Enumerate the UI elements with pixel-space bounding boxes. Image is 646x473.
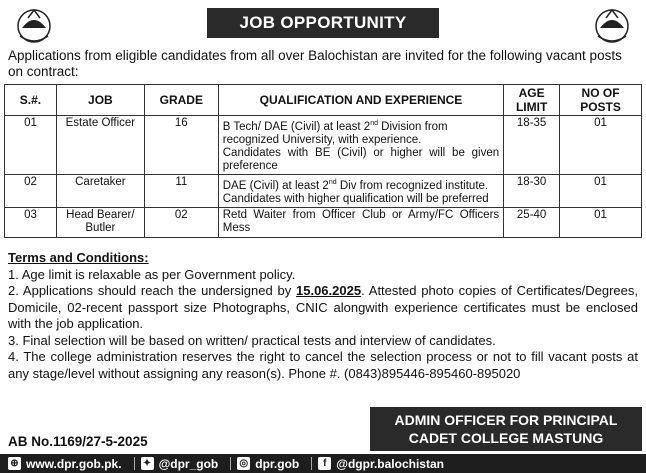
col-header-no-of-posts: NO OF POSTS <box>560 85 642 116</box>
table-row <box>5 174 642 207</box>
cell-age: 18-35 <box>504 116 560 175</box>
footer-facebook[interactable]: f @dgpr.balochistan <box>318 457 444 471</box>
balochistan-emblem-left <box>10 6 58 44</box>
cell-age: 18-30 <box>504 174 560 207</box>
signature-line-1: ADMIN OFFICER FOR PRINCIPAL <box>394 412 618 428</box>
job-opportunity-title: JOB OPPORTUNITY <box>207 8 439 38</box>
intro-text: Applications from eligible candidates from all over Balochistan are invited for the following vacant posts on contract: <box>8 48 622 79</box>
terms-section <box>8 250 638 382</box>
signature-line-2: CADET COLLEGE MASTUNG <box>408 430 604 446</box>
cell-grade: 16 <box>144 116 218 175</box>
table-row <box>5 116 642 175</box>
balochistan-emblem-right <box>588 6 636 44</box>
cell-qualification: DAE (Civil) at least 2nd Div from recognized institute. Candidates with higher qualification will be preferred <box>218 174 503 207</box>
globe-icon: ⊕ <box>8 457 21 470</box>
footer-instagram[interactable]: ◎ dpr.gob <box>237 457 299 471</box>
cell-sno: 01 <box>5 116 57 175</box>
cell-job: Head Bearer/ Butler <box>56 207 144 237</box>
term-2: 2. Applications should reach the undersigned by 15.06.2025. Attested photo copies of Certificates/Degrees, Domicile, 02-recent passport size Photographs, CNIC alongwith experience certificates must be enclosed with the job application. <box>8 283 638 331</box>
terms-heading: Terms and Conditions: <box>8 250 149 265</box>
col-header-grade: GRADE <box>144 85 218 116</box>
deadline-date: 15.06.2025 <box>296 283 362 298</box>
facebook-icon: f <box>318 457 331 470</box>
table-header-row <box>5 85 642 116</box>
cell-qualification: Retd Waiter from Officer Club or Army/FC Officers Mess <box>218 207 503 237</box>
cell-qualification: B Tech/ DAE (Civil) at least 2nd Division from recognized University, with experience. Candidates with BE (Civil) or higher will be given preference <box>218 116 503 175</box>
ab-number: AB No.1169/27-5-2025 <box>8 434 148 449</box>
col-header-age-limit: AGE LIMIT <box>504 85 560 116</box>
cell-posts: 01 <box>560 207 642 237</box>
twitter-icon: ✦ <box>141 457 154 470</box>
col-header-sno: S.#. <box>5 85 57 116</box>
cell-age: 25-40 <box>504 207 560 237</box>
vacancy-table <box>4 84 642 238</box>
footer-website[interactable]: ⊕ www.dpr.gob.pk. <box>8 457 122 471</box>
cell-job: Caretaker <box>56 174 144 207</box>
cell-grade: 11 <box>144 174 218 207</box>
term-4: 4. The college administration reserves the right to cancel the selection process or not to fill vacant posts at any stage/level without assigning any reason(s). Phone #. (0843)895446-895460-895020 <box>8 349 638 381</box>
instagram-icon: ◎ <box>237 457 250 470</box>
cell-posts: 01 <box>560 174 642 207</box>
cell-posts: 01 <box>560 116 642 175</box>
col-header-job: JOB <box>56 85 144 116</box>
footer-twitter[interactable]: ✦ @dpr_gob <box>141 457 219 471</box>
term-3: 3. Final selection will be based on written/ practical tests and interview of candidates. <box>8 332 496 348</box>
signature-block <box>370 407 642 451</box>
table-row <box>5 207 642 237</box>
cell-job: Estate Officer <box>56 116 144 175</box>
cell-grade: 02 <box>144 207 218 237</box>
col-header-qualification: QUALIFICATION AND EXPERIENCE <box>218 85 503 116</box>
cell-sno: 03 <box>5 207 57 237</box>
term-1: 1. Age limit is relaxable as per Government policy. <box>8 266 296 282</box>
cell-sno: 02 <box>5 174 57 207</box>
footer-bar <box>0 454 646 473</box>
